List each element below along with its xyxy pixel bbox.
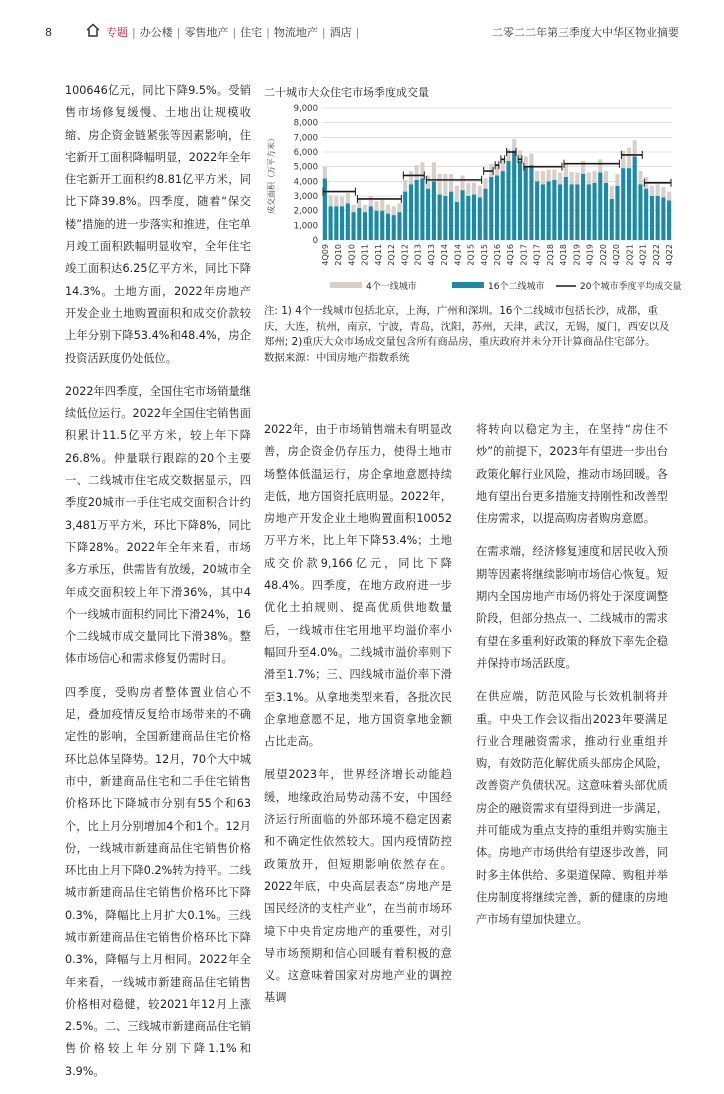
- x-tick-label: 2Q13: [413, 244, 423, 266]
- paragraph: 将转向以稳定为主，在坚持“房住不炒”的前提下，2023年有望进一步出台政策化解行业风险，推动市场回暖。各地有望出台更多措施支持刚性和改善型住房需求，以提高购房者购房意愿。: [476, 423, 668, 526]
- bar-tier2: [592, 183, 596, 240]
- bar-tier1: [403, 180, 407, 192]
- bar-tier1: [392, 206, 396, 215]
- report-title: 二零二二年第三季度大中华区物业摘要: [492, 26, 679, 39]
- bar-chart: [264, 100, 684, 300]
- bar-tier2: [524, 167, 528, 240]
- nav-separator: |: [355, 26, 360, 39]
- bar-tier1: [541, 171, 545, 184]
- bar-tier2: [363, 212, 367, 240]
- bar-tier2: [478, 197, 482, 240]
- x-tick-label: 4Q09: [320, 244, 330, 266]
- x-tick-label: 4Q10: [347, 244, 357, 266]
- bar-tier2: [374, 211, 378, 240]
- nav-item-2[interactable]: 零售地产: [184, 26, 229, 39]
- bar-tier2: [489, 177, 493, 240]
- bar-tier2: [346, 203, 350, 240]
- chart-footnote: 注: 1) 4个一线城市包括北京，上海，广州和深圳。16个二线城市包括长沙，成都，重庆，大连，杭州，南京，宁波，青岛，沈阳，苏州，天津，武汉，无锡，厦门，西安以及郑州; 2)重庆大众市场成交量包含所有商品房，重庆政府并未分开计算商品住宅部分。: [264, 305, 670, 348]
- y-tick-label: 3,000: [293, 192, 318, 202]
- bar-tier2: [409, 184, 413, 240]
- y-tick-label: 2,000: [293, 206, 318, 217]
- bar-tier1: [661, 187, 665, 197]
- bar-tier2: [667, 200, 671, 240]
- x-tick-label: 4Q14: [453, 244, 463, 266]
- x-tick-label: 4Q15: [479, 244, 489, 266]
- bar-tier1: [592, 171, 596, 183]
- bar-tier2: [512, 151, 516, 240]
- bar-tier1: [627, 148, 631, 169]
- bar-tier1: [638, 171, 642, 184]
- legend-label: 20个城市季度平均成交量: [580, 282, 682, 292]
- bar-tier2: [420, 178, 424, 240]
- bar-tier2: [638, 184, 642, 240]
- bar-tier1: [575, 173, 579, 185]
- x-tick-label: 2Q10: [334, 244, 344, 266]
- page-number: 8: [45, 26, 52, 39]
- bar-tier1: [656, 184, 660, 196]
- bar-tier2: [334, 206, 338, 240]
- y-tick-label: 0: [312, 236, 318, 246]
- legend-swatch: [452, 282, 484, 288]
- bar-tier2: [587, 184, 591, 240]
- bar-tier2: [403, 192, 407, 240]
- bar-tier1: [409, 171, 413, 184]
- bar-tier1: [581, 161, 585, 174]
- bar-tier1: [369, 196, 373, 206]
- x-tick-label: 2Q19: [572, 244, 582, 266]
- bar-tier2: [541, 184, 545, 240]
- text-column-3: [476, 419, 668, 943]
- bar-tier1: [386, 205, 390, 214]
- bar-tier2: [558, 184, 562, 240]
- y-tick-label: 4,000: [293, 177, 318, 188]
- bar-tier1: [552, 170, 556, 180]
- bar-tier2: [495, 175, 499, 240]
- x-tick-label: 2Q14: [440, 244, 450, 266]
- bar-tier2: [501, 171, 505, 240]
- bar-tier1: [466, 183, 470, 196]
- bar-tier1: [650, 186, 654, 196]
- paragraph: 在供应端，防范风险与长效机制将并重。中央工作会议指出2023年要满足行业合理融资需求，推动行业重组并购，有效防范化解优质头部房企风险，改善资产负债状况。这意味着头部优质房企的融资需求有望得到进一步满足，并可能成为重点支持的重组并购实施主体。房地产市场供给有望逐步改善，同时多主体供给、多渠道保障、购租并举住房制度将继续完善，新的健康的房地产市场有望加快建立。: [476, 690, 668, 927]
- bar-tier1: [587, 173, 591, 185]
- nav-separator: |: [176, 26, 181, 39]
- nav-separator: |: [232, 26, 237, 39]
- x-tick-label: 2Q17: [519, 244, 529, 266]
- bar-tier2: [650, 196, 654, 240]
- bar-tier1: [334, 196, 338, 206]
- bar-tier2: [438, 195, 442, 240]
- bar-tier1: [604, 171, 608, 183]
- x-tick-label: 2Q18: [545, 244, 555, 266]
- bar-tier2: [552, 180, 556, 240]
- chart-title: 二十城市大众住宅市场季度成交量: [264, 86, 429, 99]
- bar-tier2: [598, 173, 602, 240]
- bar-tier2: [392, 215, 396, 240]
- x-tick-label: 2Q11: [360, 244, 370, 266]
- x-tick-label: 2Q15: [466, 244, 476, 266]
- legend-label: 4个一线城市: [366, 282, 417, 292]
- bar-tier1: [374, 201, 378, 211]
- x-tick-label: 4Q12: [400, 244, 410, 266]
- paragraph: 展望2023年，世界经济增长动能趋缓，地缘政治局势动荡不安，中国经济运行所面临的外部环境不稳定因素和不确定性依然较大。国内疫情防控政策放开，但短期影响依然存在。2022年底，中央高层表态“房地产是国民经济的支柱产业”，在当前市场环境下中央肯定房地产的重要性，对引导市场预期和信心回暖有着积极的意义。这意味着国家对房地产业的调控基调: [264, 768, 452, 1005]
- x-tick-label: 4Q22: [665, 244, 675, 266]
- bar-tier2: [506, 161, 510, 240]
- x-tick-label: 4Q21: [638, 244, 648, 266]
- bar-tier2: [661, 197, 665, 240]
- home-icon[interactable]: [85, 22, 101, 38]
- y-tick-label: 9,000: [293, 104, 318, 114]
- bar-tier2: [564, 177, 568, 240]
- x-tick-label: 4Q16: [506, 243, 516, 266]
- nav-item-0[interactable]: 专题: [106, 26, 128, 39]
- nav-item-1[interactable]: 办公楼: [139, 26, 173, 39]
- bar-tier2: [644, 189, 648, 240]
- bar-tier1: [610, 186, 614, 199]
- bar-tier1: [535, 171, 539, 181]
- x-tick-label: 2Q12: [387, 244, 397, 266]
- bar-tier1: [380, 200, 384, 211]
- bar-tier2: [329, 206, 333, 240]
- bar-tier2: [627, 168, 631, 240]
- nav-separator: |: [321, 26, 326, 39]
- bar-tier1: [340, 197, 344, 207]
- bar-tier1: [351, 205, 355, 212]
- bar-tier1: [455, 186, 459, 202]
- bar-tier1: [570, 172, 574, 184]
- bar-tier1: [329, 195, 333, 206]
- x-tick-label: 4Q20: [612, 244, 622, 266]
- nav-separator: |: [266, 26, 270, 39]
- bar-tier1: [633, 140, 637, 156]
- bar-tier2: [455, 202, 459, 240]
- bar-tier2: [483, 189, 487, 240]
- bar-tier1: [615, 174, 619, 186]
- bar-tier2: [604, 183, 608, 240]
- x-tick-label: 2Q22: [651, 244, 661, 266]
- bar-tier2: [461, 190, 465, 240]
- bar-tier1: [432, 162, 436, 181]
- data-source: 数据来源：中国房地产指数系统: [264, 351, 410, 364]
- bar-tier1: [472, 183, 476, 195]
- nav-item-5[interactable]: 酒店: [329, 26, 352, 39]
- y-tick-label: 1,000: [293, 221, 318, 232]
- bar-tier2: [397, 212, 401, 240]
- bar-tier2: [426, 189, 430, 240]
- paragraph: 在需求端，经济修复速度和居民收入预期等因素将继续影响市场信心恢复。短期内全国房地产市场仍将处于深度调整阶段，但部分热点一、二线城市的需求有望在多重利好政策的释放下率先企稳并保持市场活跃度。: [476, 545, 668, 670]
- bar-tier1: [363, 205, 367, 212]
- bar-tier1: [558, 173, 562, 185]
- bar-tier1: [438, 174, 442, 195]
- bar-tier1: [478, 186, 482, 198]
- x-tick-label: 2Q21: [625, 244, 635, 266]
- paragraph: 2022年四季度，全国住宅市场销量继续低位运行。2022年全国住宅销售面积累计11.5亿平方米，较上年下降26.8%。仲量联行跟踪的20个主要一、二线城市住宅成交数据显示，四季度20城市一手住宅成交面积合计约3,481万平方米，环比下降8%，同比下降28%。2022年全年来看，市场多方承压，供需皆有放缓，20城市全年成交面积较上年下滑36%，其中4个一线城市面积约同比下滑24%，16个二线城市成交量同比下滑38%。整体市场信心和需求修复仍需时日。: [65, 384, 251, 666]
- bar-tier2: [581, 174, 585, 240]
- bar-tier2: [472, 195, 476, 240]
- text-column-2: [264, 419, 452, 1021]
- bar-tier1: [547, 170, 551, 182]
- y-tick-label: 8,000: [293, 118, 318, 129]
- x-tick-label: 4Q13: [426, 244, 436, 266]
- nav-separator: |: [132, 26, 136, 39]
- bar-tier2: [529, 165, 533, 240]
- x-tick-label: 4Q19: [585, 244, 595, 266]
- bar-tier2: [415, 180, 419, 240]
- bar-tier2: [443, 196, 447, 240]
- x-tick-label: 2Q16: [493, 244, 502, 266]
- bar-tier2: [386, 214, 390, 240]
- bar-tier2: [535, 181, 539, 240]
- page-header: [0, 0, 724, 60]
- bar-tier2: [369, 206, 373, 240]
- bar-tier2: [351, 212, 355, 240]
- bar-tier2: [615, 186, 619, 240]
- paragraph: 四季度，受购房者整体置业信心不足，叠加疫情反复给市场带来的不确定性的影响，全国新建商品住宅价格环比总体呈降势。12月，70个大中城市中，新建商品住宅和二手住宅销售价格环比下降城市分别有55个和63个，比上月分别增加4个和1个。12月份，一线城市新建商品住宅销售价格环比由上月下降0.2%转为持平。二线城市新建商品住宅销售价格环比下降0.3%，降幅比上月扩大0.1%。三线城市新建商品住宅销售价格环比下降0.3%，降幅与上月相同。2022年全年来看，一线城市新建商品住宅销售价格相对稳健，较2021年12月上涨2.5%。二、三线城市新建商品住宅销售价格较上年分别下降1.1%和3.9%。: [65, 685, 251, 1078]
- bar-tier2: [547, 181, 551, 240]
- bar-tier1: [323, 167, 327, 179]
- bar-tier1: [449, 174, 453, 192]
- y-tick-label: 7,000: [293, 133, 318, 144]
- y-tick-label: 5,000: [293, 162, 318, 173]
- bar-tier2: [610, 199, 614, 240]
- x-tick-label: 4Q17: [532, 244, 542, 266]
- text-column-1: [65, 80, 251, 1094]
- nav-item-3[interactable]: 住宅: [240, 26, 263, 39]
- bar-tier1: [415, 165, 419, 180]
- y-axis-label: 成交面积（万平方米）: [267, 134, 276, 214]
- section-nav: [106, 24, 363, 40]
- paragraph: 100646亿元，同比下降9.5%。受销售市场修复缓慢、土地出让规模收缩、房企资金链紧张等因素影响，住宅新开工面积降幅明显，2022年全年住宅新开工面积约8.81亿平方米，同比下降39.8%。四季度，随着“保交楼”措施的进一步落实和推进，住宅单月竣工面积跌幅明显收窄，全年住宅竣工面积达6.25亿平方米，同比下降14.3%。土地方面，2022年房地产开发企业土地购置面积和成交价款较上年分别下降53.4%和48.4%，房企投资活跃度仍处低位。: [65, 84, 251, 365]
- bar-tier1: [483, 178, 487, 188]
- bar-tier2: [621, 168, 625, 240]
- legend-swatch: [330, 282, 362, 288]
- bar-tier1: [529, 153, 533, 165]
- paragraph: 2022年，由于市场销售端未有明显改善，房企资金仍存压力，使得土地市场整体低温运行，房企拿地意愿持续走低，地方国资托底明显。2022年，房地产开发企业土地购置面积10052万平方米，比上年下降53.4%；土地成交价款9,166亿元，同比下降48.4%。四季度，在地方政府进一步优化土拍规则、提高优质供地数量后，一线城市住宅用地平均溢价率小幅回升至4.0%。二线城市溢价率则下滑至1.7%；三、四线城市溢价率下滑至3.1%。从拿地类型来看，各批次民企拿地意愿不足，地方国资拿地金额占比走高。: [264, 423, 452, 749]
- bar-tier2: [380, 211, 384, 240]
- bar-tier2: [575, 184, 579, 240]
- bar-tier2: [340, 206, 344, 240]
- bar-tier2: [570, 184, 574, 240]
- bar-tier1: [667, 192, 671, 201]
- x-tick-label: 2Q20: [598, 244, 608, 266]
- bar-tier2: [466, 196, 470, 240]
- x-tick-label: 4Q11: [373, 244, 383, 266]
- x-tick-label: 4Q18: [559, 244, 569, 266]
- bar-tier1: [397, 203, 401, 212]
- bar-tier1: [598, 159, 602, 172]
- bar-tier1: [461, 175, 465, 190]
- nav-item-4[interactable]: 物流地产: [273, 26, 318, 39]
- bar-tier2: [357, 208, 361, 240]
- legend-label: 16个二线城市: [488, 282, 545, 292]
- bar-tier1: [346, 193, 350, 203]
- chart-notes: [264, 304, 674, 366]
- bar-tier2: [449, 192, 453, 240]
- bar-tier2: [432, 181, 436, 240]
- bar-tier2: [633, 156, 637, 240]
- bar-tier2: [656, 196, 660, 240]
- y-tick-label: 6,000: [293, 148, 318, 158]
- bar-tier1: [443, 174, 447, 196]
- bar-tier2: [518, 161, 522, 240]
